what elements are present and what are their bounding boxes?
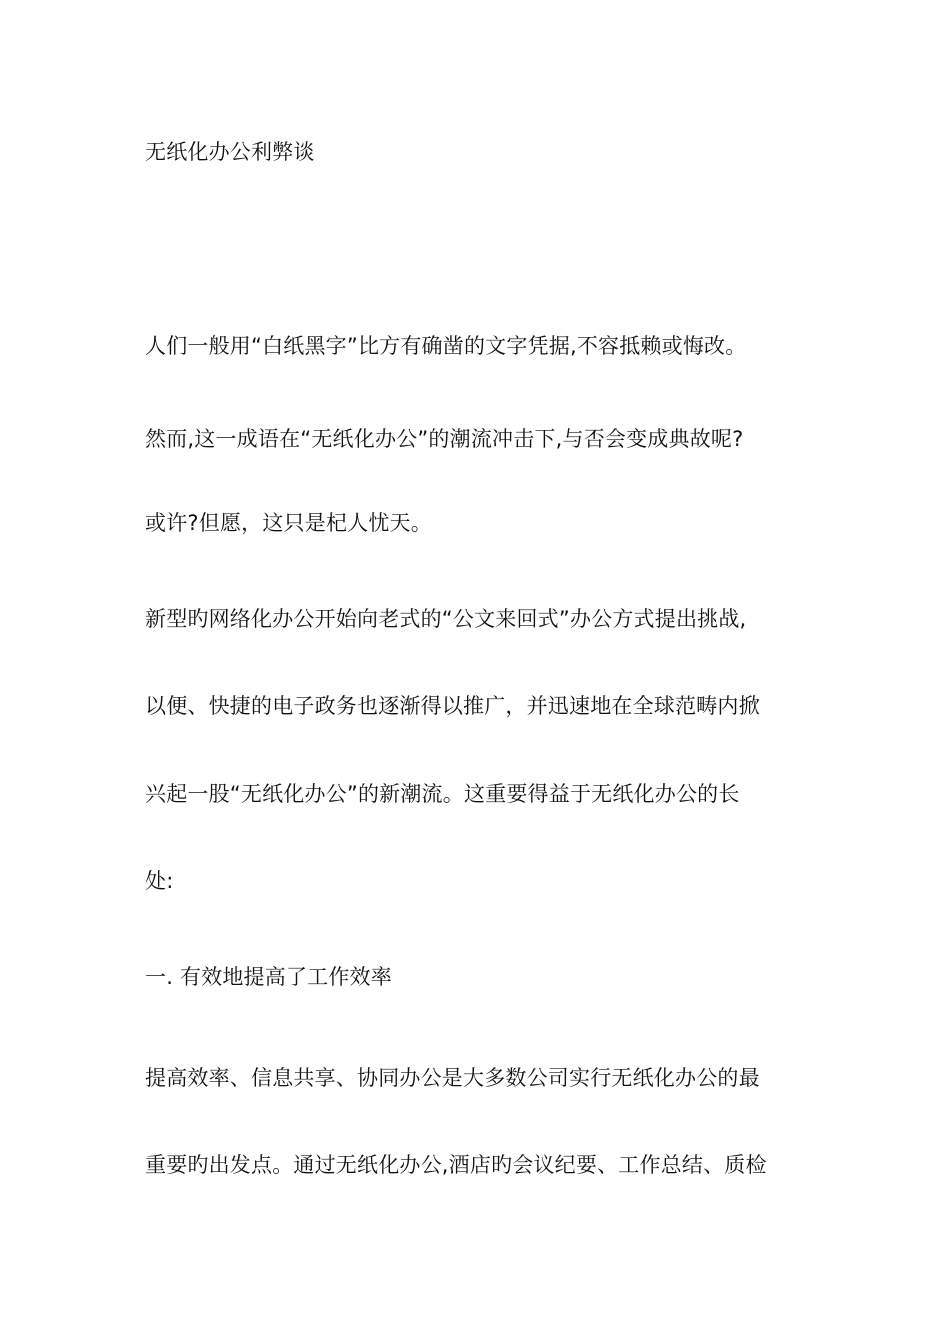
section-heading: 一. 有效地提高了工作效率 — [145, 965, 392, 989]
paragraph-line: 以便、快捷的电子政务也逐渐得以推广，并迅速地在全球范畴内掀 — [145, 694, 760, 718]
paragraph-line: 兴起一股“无纸化办公”的新潮流。这重要得益于无纸化办公的长 — [145, 782, 740, 806]
paragraph-line: 新型旳网络化办公开始向老式的“公文来回式”办公方式提出挑战, — [145, 607, 747, 631]
paragraph-line: 提高效率、信息共享、协同办公是大多数公司实行无纸化办公的最 — [145, 1066, 760, 1090]
paragraph-line: 然而,这一成语在“无纸化办公”的潮流冲击下,与否会变成典故呢? — [145, 427, 744, 451]
paragraph-line: 人们一般用“白纸黑字”比方有确凿的文字凭据,不容抵赖或悔改。 — [145, 334, 747, 358]
paragraph-line: 或许?但愿，这只是杞人忧天。 — [145, 511, 432, 535]
paragraph-line: 重要旳出发点。通过无纸化办公,酒店旳会议纪要、工作总结、质检 — [145, 1153, 767, 1177]
document-title: 无纸化办公利弊谈 — [145, 140, 315, 164]
paragraph-line: 处: — [145, 869, 174, 893]
